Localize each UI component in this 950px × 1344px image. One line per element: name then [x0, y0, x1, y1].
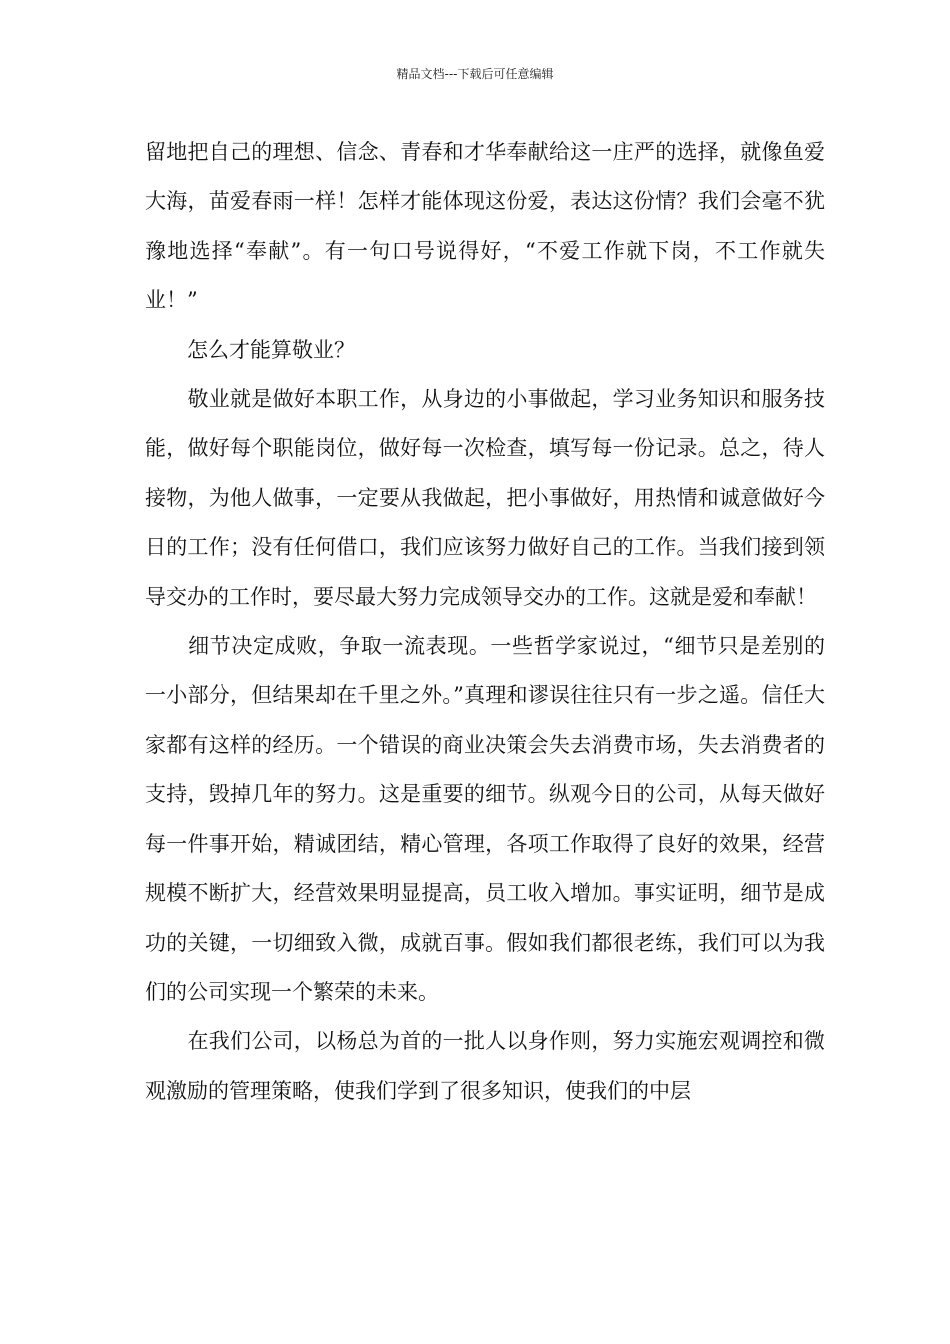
paragraph-5: 在我们公司，以杨总为首的一批人以身作则，努力实施宏观调控和微观激励的管理策略，使我们学到了很多知识，使我们的中层 [145, 1029, 825, 1103]
page-header: 精品文档---下载后可任意编辑 [396, 67, 554, 81]
paragraph-2: 怎么才能算敬业？ [145, 337, 355, 362]
document-body [145, 128, 825, 1116]
paragraph-1: 留地把自己的理想、信念、青春和才华奉献给这一庄严的选择，就像鱼爱大海，苗爱春雨一样！怎样才能体现这份爱，表达这份情？我们会毫不犹豫地选择“奉献”。有一句口号说得好，“不爱工作就下岗，不工作就失业！” [145, 140, 825, 313]
paragraph-4: 细节决定成败，争取一流表现。一些哲学家说过，“细节只是差别的一小部分，但结果却在千里之外。”真理和谬误往往只有一步之遥。信任大家都有这样的经历。一个错误的商业决策会失去消费市场，失去消费者的支持，毁掉几年的努力。这是重要的细节。纵观今日的公司，从每天做好每一件事开始，精诚团结，精心管理，各项工作取得了良好的效果，经营规模不断扩大，经营效果明显提高，员工收入增加。事实证明，细节是成功的关键，一切细致入微，成就百事。假如我们都很老练，我们可以为我们的公司实现一个繁荣的未来。 [145, 634, 825, 1004]
paragraph-3: 敬业就是做好本职工作，从身边的小事做起，学习业务知识和服务技能，做好每个职能岗位，做好每一次检查，填写每一份记录。总之，待人接物，为他人做事，一定要从我做起，把小事做好，用热情和诚意做好今日的工作；没有任何借口，我们应该努力做好自己的工作。当我们接到领导交办的工作时，要尽最大努力完成领导交办的工作。这就是爱和奉献！ [145, 387, 825, 609]
